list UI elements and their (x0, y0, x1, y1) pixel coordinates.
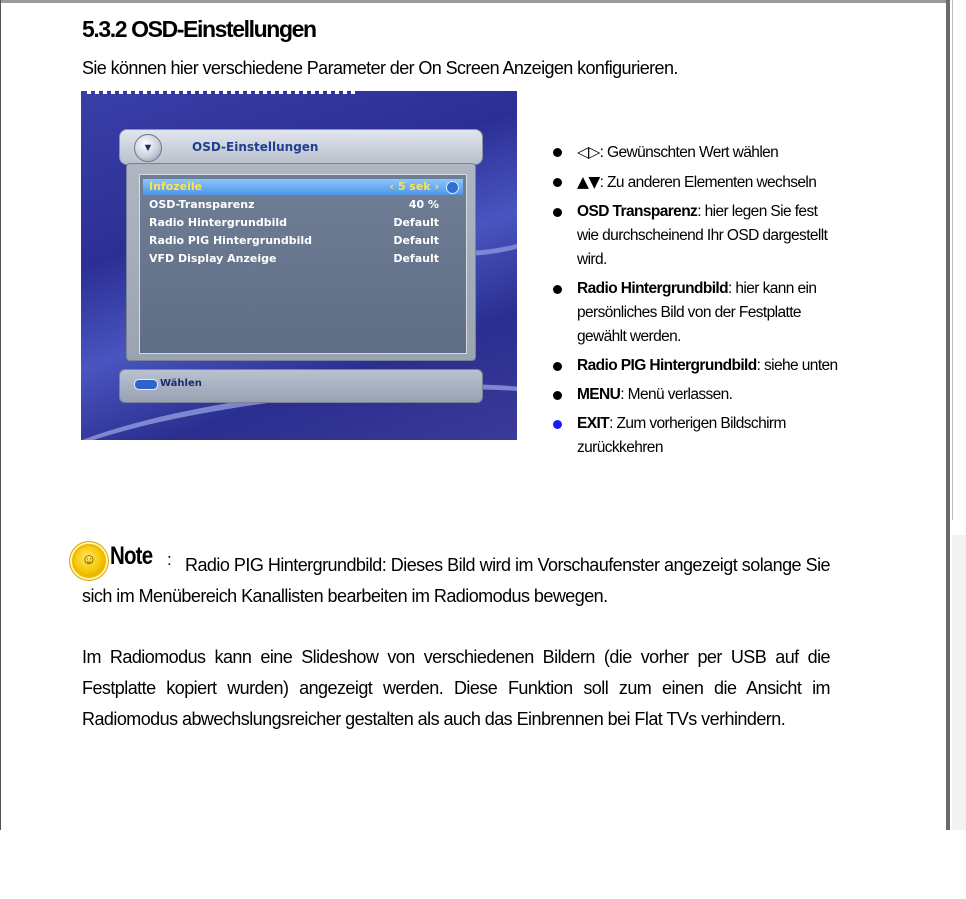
osd-screenshot (81, 91, 517, 440)
footer-hint-label: Wählen (160, 378, 202, 389)
list-item (551, 412, 841, 460)
bullet-icon (553, 148, 562, 157)
smiley-sun-icon: ☺ (72, 544, 106, 578)
intro-text: Sie können hier verschiedene Parameter der On Screen Anzeigen konfigurieren. (82, 58, 678, 78)
left-right-keys-icon (134, 379, 158, 390)
settings-row-infozeile[interactable] (143, 179, 463, 195)
settings-row-value: Default (393, 216, 439, 229)
list-item-key: Radio Hintergrundbild (577, 280, 728, 297)
bullet-icon (553, 285, 562, 294)
list-item (551, 200, 841, 272)
settings-row-value: 40 % (408, 198, 439, 211)
bullet-icon (553, 420, 562, 429)
list-item-key: OSD Transparenz (577, 203, 698, 220)
list-item-text: : Zum vorherigen Bildschirm zurückkehren (577, 415, 786, 456)
list-item-text: : hier legen Sie fest wie durchscheinend Ihr OSD dargestellt wird. (577, 203, 828, 268)
list-item (551, 354, 841, 378)
settings-row-label: Radio Hintergrundbild (149, 216, 287, 229)
osd-menu-header (119, 129, 483, 165)
bullet-icon (553, 208, 562, 217)
section-title: 5.3.2 OSD-Einstellungen (82, 16, 316, 42)
list-item-text: : siehe unten (756, 357, 838, 374)
note-text: Radio PIG Hintergrundbild: Dieses Bild wird im Vorschaufenster angezeigt solange Sie sich im Menübereich Kanallisten bearbeiten im Radiomodus bewegen. (82, 555, 830, 606)
page-frame-right (946, 0, 950, 830)
page-frame-right-edge (952, 0, 953, 520)
list-item (551, 277, 841, 349)
list-item-key: MENU (577, 386, 621, 403)
ok-button-icon (446, 181, 459, 194)
settings-row-label: VFD Display Anzeige (149, 252, 277, 265)
list-item-text: : Gewünschten Wert wählen (599, 144, 779, 161)
note-colon: : (167, 550, 172, 569)
page-frame-right-gutter (952, 535, 966, 830)
menu-down-arrow-icon: ▼ (134, 134, 162, 162)
list-item-text: : hier kann ein persönliches Bild von der Festplatte gewählt werden. (577, 280, 817, 345)
settings-row-value: Default (393, 252, 439, 265)
body-paragraph: Im Radiomodus kann eine Slideshow von verschiedenen Bildern (die vorher per USB auf die Festplatte kopiert wurden) angezeigt werden. Diese Funktion soll zum einen die Ansicht im Radiomodus abwechslungsreicher gestalten als auch das Einbrennen bei Flat TVs verhindern. (82, 647, 830, 729)
settings-row-radio-hintergrundbild[interactable] (143, 215, 463, 231)
bullet-icon (553, 362, 562, 371)
osd-menu-footer (119, 369, 483, 403)
screen-top-dots (87, 91, 357, 94)
list-item-text: : Menü verlassen. (620, 386, 733, 403)
bullet-icon (553, 178, 562, 187)
settings-row-vfd-display[interactable] (143, 251, 463, 267)
settings-row-label: Infozeile (149, 180, 203, 193)
left-right-arrows-key: ◁▷ (577, 143, 600, 161)
list-item-key: Radio PIG Hintergrundbild (577, 357, 757, 374)
settings-row-value: Default (393, 234, 439, 247)
settings-row-label: Radio PIG Hintergrundbild (149, 234, 313, 247)
bullet-icon (553, 391, 562, 400)
list-item-key: EXIT (577, 415, 610, 432)
osd-settings-list (139, 174, 467, 354)
osd-menu-title: OSD-Einstellungen (192, 140, 319, 154)
page-frame-left (0, 0, 1, 830)
up-down-arrows-key: ▲▼ (577, 173, 600, 191)
settings-row-radio-pig-hintergrundbild[interactable] (143, 233, 463, 249)
list-item (551, 383, 841, 407)
settings-row-value: ‹ 5 sek › (389, 180, 439, 193)
note-title: Note (110, 542, 153, 570)
list-item-text: : Zu anderen Elementen wechseln (599, 174, 817, 191)
list-item (551, 170, 841, 195)
settings-row-osd-transparenz[interactable] (143, 197, 463, 213)
list-item (551, 140, 841, 165)
page-frame-top (0, 0, 950, 3)
settings-row-label: OSD-Transparenz (149, 198, 255, 211)
osd-menu-panel (126, 163, 476, 361)
key-help-list (551, 140, 841, 465)
